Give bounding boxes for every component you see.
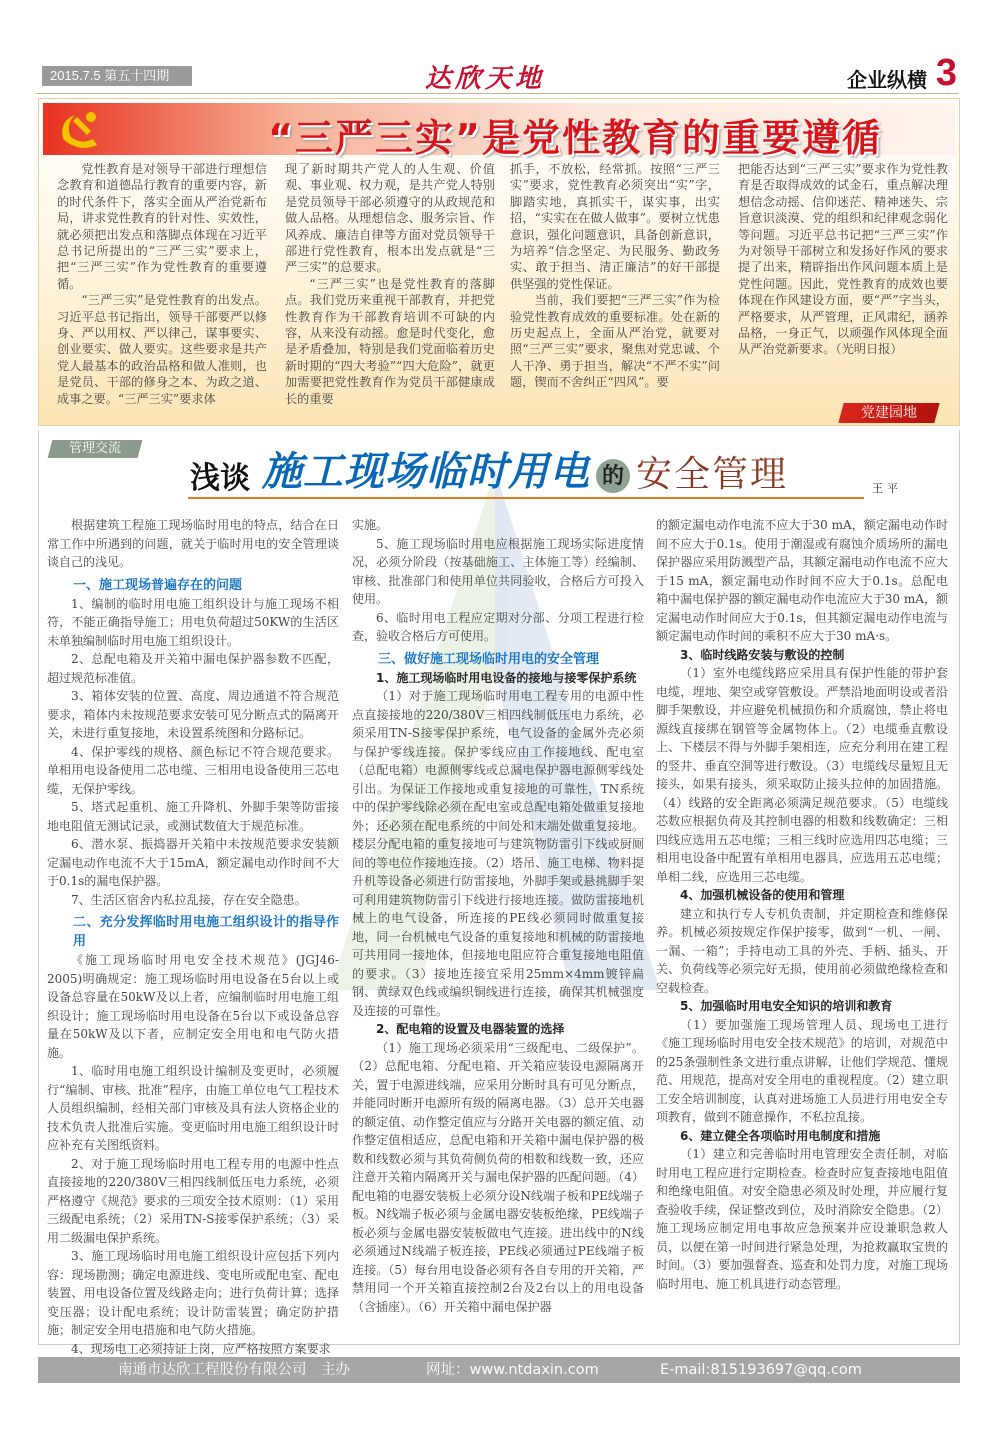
- category-tag: 管理交流: [48, 440, 143, 458]
- paragraph: 现了新时期共产党人的人生观、价值观、事业观、权力观，是共产党人特别是党员领导干部必须遵守的从政规范和做人品格。从理想信念、服务宗旨、作风养成、廉洁自律等方面对党员领导干部进行党性教育，根本出发点就是“三严三实”的总要求。: [285, 162, 495, 275]
- bottom-article-column: [656, 516, 948, 1293]
- header-divider: [36, 93, 959, 94]
- paragraph: 7、生活区宿舍内私拉乱接，存在安全隐患。: [71, 892, 307, 907]
- subsection-heading: 2、配电箱的设置及电器装置的选择: [376, 1022, 565, 1036]
- paragraph: 党性教育是对领导干部进行理想信念教育和道德品行教育的重要内容，新的时代条件下，落实全面从严治党新布局，讲求党性教育的针对性、实效性，就必须把出发点和落脚点体现在习近平总书记所提出的“三严三实”要求上，把“三严三实”作为党性教育的重要遵循。: [57, 162, 267, 291]
- footer-email: E-mail:815193697@qq.com: [660, 1362, 862, 1378]
- subsection-heading: 1、施工现场临时用电设备的接地与接零保护系统: [376, 670, 637, 685]
- title-underline: [188, 497, 864, 499]
- paragraph: 建立和执行专人专机负责制，并定期检查和维修保养。机械必须按规定作保护接零，做到“一机、一闸、一漏、一箱”；手持电动工具的外壳、手柄、插头、开关、负荷线等必须完好无损，使用前必须做绝缘检查和空载检查。: [656, 906, 948, 995]
- page-number: 3: [935, 52, 957, 94]
- paragraph: “三严三实”是党性教育的出发点。习近平总书记指出，领导干部要严以修身、严以用权、严以律己，谋事要实、创业要实、做人要实。这些要求是共产党人最基本的政治品格和做人准则，也是党员、干部的修身之本、为政之道、成事之要。“三严三实”要求体: [57, 293, 267, 406]
- issue-date: 2015.7.5 第五十四期: [42, 66, 192, 86]
- top-article-column: [738, 161, 948, 358]
- paragraph: 4、保护零线的规格、颜色标记不符合规范要求。单相用电设备使用二芯电缆、三相用电设备使用三芯电缆，无保护零线。: [47, 744, 339, 796]
- paragraph: 根据建筑工程施工现场临时用电的特点，结合在日常工作中所遇到的问题，就关于临时用电的安全管理谈谈自己的浅见。: [47, 518, 339, 569]
- title-connector: 的: [596, 459, 630, 493]
- paragraph: 的额定漏电动作电流不应大于30 mA，额定漏电动作时间不应大于0.1s。使用于潮湿或有腐蚀介质场所的漏电保护器应采用防溅型产品，其额定漏电动作电流不应大于15 mA，额定漏电动作时间不应大于0.1s。总配电箱中漏电保护器的额定漏电动作电流应大于30 mA，额定漏电动作时间应大于0.1s，但其额定漏电动作电流与额定漏电动作时间的乘积不应大于30 mA·s。: [656, 518, 948, 643]
- subsection-heading: 3、临时线路安装与敷设的控制: [680, 647, 845, 662]
- section-heading: 一、施工现场普遍存在的问题: [73, 577, 243, 593]
- title-suffix: 安全管理: [636, 454, 789, 495]
- column-tag: 党建园地: [838, 403, 939, 423]
- paragraph: 实施。: [352, 518, 389, 532]
- section-name: 企业纵横: [847, 68, 927, 92]
- paragraph: （1）要加强施工现场管理人员、现场电工进行《施工现场临时用电安全技术规范》的培训，对规范中的25条强制性条文进行重点讲解，让他们学规范、懂规范、用规范，提高对安全用电的重视程度。（2）建立职工安全培训制度，认真对进场施工人员进行用电安全专项教育，做到不随意操作，不私拉乱接。: [656, 1017, 948, 1124]
- paragraph: 1、编制的临时用电施工组织设计与施工现场不相符，不能正确指导施工；用电负荷超过50KW的生活区未单独编制临时用电施工组织设计。: [47, 596, 339, 648]
- paragraph: 3、施工现场临时用电施工组织设计应包括下列内容：现场勘测；确定电源进线、变电所或配电室、配电装置、用电设备位置及线路走向；进行负荷计算；选择变压器；设计配电系统；设计防雷装置；确定防护措施；制定安全用电措施和电气防火措施。: [47, 1249, 339, 1337]
- top-article: [38, 98, 960, 426]
- author: 王平: [872, 482, 902, 495]
- paragraph: 2、总配电箱及开关箱中漏电保护器参数不匹配，超过规范标准值。: [47, 652, 339, 685]
- top-article-column: [510, 161, 720, 391]
- paragraph: 6、潜水泵、振捣器开关箱中未按规范要求安装额定漏电动作电流不大于15mA，额定漏电动作时间不大于0.1s的漏电保护器。: [47, 837, 339, 888]
- top-article-column: [285, 161, 495, 407]
- paragraph: 5、施工现场临时用电应根据施工现场实际进度情况，必须分阶段（按基础施工、主体施工等）经编制、审核、批准部门和使用单位共同验收，合格后方可投入使用。: [352, 536, 644, 606]
- paragraph: （1）室外电缆线路应采用具有保护性能的带护套电缆，埋地、架空或穿管敷设。严禁沿地面明设或者沿脚手架敷设，并应避免机械损伤和介质腐蚀，禁止将电源线直接绑在钢管等金属物体上。（2）电缆垂直敷设上、下楼层不得与外脚手架相连，应充分利用在建工程的竖井、垂直空洞等进行敷设。（3）电缆线尽量短且无接头，如果有接头，须采取防止接头拉伸的加固措施。（4）线路的安全距离必须满足规范要求。（5）电缆线芯数应根据负荷及其控制电器的相数和线数确定：三相四线应选用五芯电缆；三相三线时应选用四芯电缆；三相用电设备中配置有单相用电器具，应选用五芯电缆；单相二线，应选用三芯电缆。: [656, 666, 948, 884]
- subsection-heading: 4、加强机械设备的使用和管理: [680, 888, 845, 902]
- paragraph: （1）对于施工现场临时用电工程专用的电源中性点直接接地的220/380V三相四线制低压电力系统，必须采用TN-S接零保护系统，电气设备的金属外壳必须与保护零线连接。保护零线应由工作接地线、配电室（总配电箱）电源侧零线或总漏电保护器电源侧零线处引出。为保证工作接地或重复接地的可靠性，TN系统中的保护零线除必须在配电室或总配电箱处做重复接地外；还必须在配电系统的中间处和末端处做重复接地。楼层分配电箱的重复接地可与建筑物防雷引下线或厨厕间的等电位作接地连接。（2）塔吊、施工电梯、物料提升机等设备必须进行防雷接地，外脚手架或悬挑脚手架可利用建筑物防雷引下线进行接地连接。做防雷接地机械上的电气设备，所连接的PE线必须同时做重复接地，同一台机械电气设备的重复接地和机械的防雷接地可共用同一接地体，但接地电阻应符合重复接地电阻值的要求。（3）接地连接宜采用25mm×4mm镀锌扁钢、黄绿双色线或编织铜线进行连接，确保其机械强度及连接的可靠性。: [352, 689, 644, 1018]
- subsection-heading: 5、加强临时用电安全知识的培训和教育: [680, 999, 893, 1013]
- paragraph: （1）建立和完善临时用电管理安全责任制，对临时用电工程应进行定期检查。检查时应复查接地电阻值和绝缘电阻值。对安全隐患必须及时处理，并应履行复查验收手续，保证整改到位，及时消除安全隐患。（2）施工现场应制定用电事故应急预案并应设兼职急救人员，以便在第一时间进行紧急处理，为抢救赢取宝贵的时间。（3）要加强督查、巡查和处罚力度，对施工现场临时用电、施工机具进行动态管理。: [656, 1147, 948, 1291]
- bottom-article-column: [352, 516, 644, 1316]
- paragraph: 3、箱体安装的位置、高度、周边通道不符合规范要求，箱体内未按规范要求安装可见分断点式的隔离开关，未进行重复接地，未设置系统图和分路标记。: [47, 689, 339, 740]
- top-article-column: [57, 161, 267, 407]
- paragraph: 2、对于施工现场临时用电工程专用的电源中性点直接接地的220/380V三相四线制低压电力系统，必须严格遵守《规范》要求的三项安全技术原则：（1）采用三级配电系统；（2）采用TN-S接零保护系统；（3）采用二级漏电保护系统。: [47, 1156, 339, 1245]
- title-main: 施工现场临时用电: [262, 449, 590, 495]
- paragraph: 4、现场电工必须持证上岗，应严格按照方案要求: [71, 1341, 331, 1356]
- bottom-article-column: [47, 516, 339, 1356]
- footer-website: 网址：www.ntdaxin.com: [426, 1362, 599, 1378]
- section-heading: 二、充分发挥临时用电施工组织设计的指导作用: [73, 915, 339, 949]
- paragraph: 当前，我们要把“三严三实”作为检验党性教育成效的重要标准。处在新的历史起点上，全面从严治党，就要对照“三严三实”要求，聚焦对党忠诚、个人干净、勇于担当，解决“不严不实”问题，锲而不舍纠正“四风”。要: [510, 293, 720, 390]
- newspaper-logo: 达欣天地: [425, 64, 546, 94]
- paragraph: 6、临时用电工程应定期对分部、分项工程进行检查，验收合格后方可使用。: [352, 610, 644, 643]
- section-heading: 三、做好施工现场临时用电的安全管理: [378, 651, 600, 667]
- footer-bar: [38, 1357, 960, 1383]
- paragraph: 抓手，不放松，经常抓。按照“三严三实”要求，党性教育必须突出“实”字，脚踏实地，真抓实干，谋实事，出实招，“实实在在做人做事”。要树立忧患意识，强化问题意识，具备创新意识，为培养“信念坚定、为民服务、勤政务实、敢于担当、清正廉洁”的好干部提供坚强的党性保证。: [510, 162, 720, 291]
- top-article-title: “三严三实”是党性教育的重要遵循: [268, 116, 882, 160]
- party-emblem-icon: [55, 109, 103, 151]
- footer-organizer: 南通市达欣工程股份有限公司 主办: [118, 1362, 350, 1378]
- bottom-article-title: [190, 449, 789, 497]
- title-prefix: 浅谈: [190, 461, 250, 496]
- paragraph: （1）施工现场必须采用“三级配电、二级保护”。（2）总配电箱、分配电箱、开关箱应装设电源隔离开关，置于电源进线端，应采用分断时具有可见分断点，并能同时断开电源所有级的隔离电器。（3）总开关电器的额定值、动作整定值应与分路开关电器的额定值、动作整定值相适应，总配电箱和开关箱中漏电保护器的极数和线数必须与其负荷侧负荷的相数和线数一致，还应注意开关箱内隔离开关与漏电保护器的匹配问题。（4）配电箱的电器安装板上必须分设N线端子板和PE线端子板。N线端子板必须与金属电器安装板绝缘，PE线端子板必须与金属电器安装板做电气连接。进出线中的N线必须通过N线端子板连接，PE线必须通过PE线端子板连接。（5）每台用电设备必须有各自专用的开关箱，严禁用同一个开关箱直接控制2台及2台以上的用电设备（含插座）。（6）开关箱中漏电保护器: [352, 1040, 644, 1314]
- paragraph: “三严三实”也是党性教育的落脚点。我们党历来重视干部教育，并把党性教育作为干部教育培训不可缺的内容，从来没有动摇。愈是时代变化，愈是矛盾叠加，特别是我们党面临着历史新时期的“四大考验”“四大危险”，就更加需要把党性教育作为党员干部健康成长的重要: [285, 276, 495, 406]
- paragraph: 《施工现场临时用电安全技术规范》(JGJ46-2005)明确规定：施工现场临时用电设备在5台以上或设备总容量在50kW及以上者，应编制临时用电施工组织设计；施工现场临时用电设备在5台以下或设备总容量在50kW及以下者，应制定安全用电和电气防火措施。: [47, 953, 339, 1060]
- paragraph: 把能否达到“三严三实”要求作为党性教育是否取得成效的试金石，重点解决理想信念动摇、信仰迷茫、精神迷失、宗旨意识淡漠、党的组织和纪律观念弱化等问题。习近平总书记把“三严三实”作为对领导干部树立和发扬好作风的要求提了出来，精辟指出作风问题本质上是党性问题。因此，党性教育的成效也要体现在作风建设方面，要“严”字当头，严格要求，从严管理，正风肃纪，涵养品格，一身正气，以顽强作风体现全面从严治党新要求。（光明日报）: [738, 162, 948, 357]
- subsection-heading: 6、建立健全各项临时用电制度和措施: [680, 1128, 881, 1143]
- paragraph: 5、塔式起重机、施工升降机、外脚手架等防雷接地电阻值无测试记录，或测试数值大于规范标准。: [47, 800, 339, 833]
- paragraph: 1、临时用电施工组织设计编制及变更时，必须履行“编制、审核、批准”程序，由施工单位电气工程技术人员组织编制，经相关部门审核及具有法人资格企业的技术负责人批准后实施。变更临时用电施工组织设计时应补充有关图纸资料。: [47, 1064, 339, 1152]
- top-article-banner: [43, 103, 955, 160]
